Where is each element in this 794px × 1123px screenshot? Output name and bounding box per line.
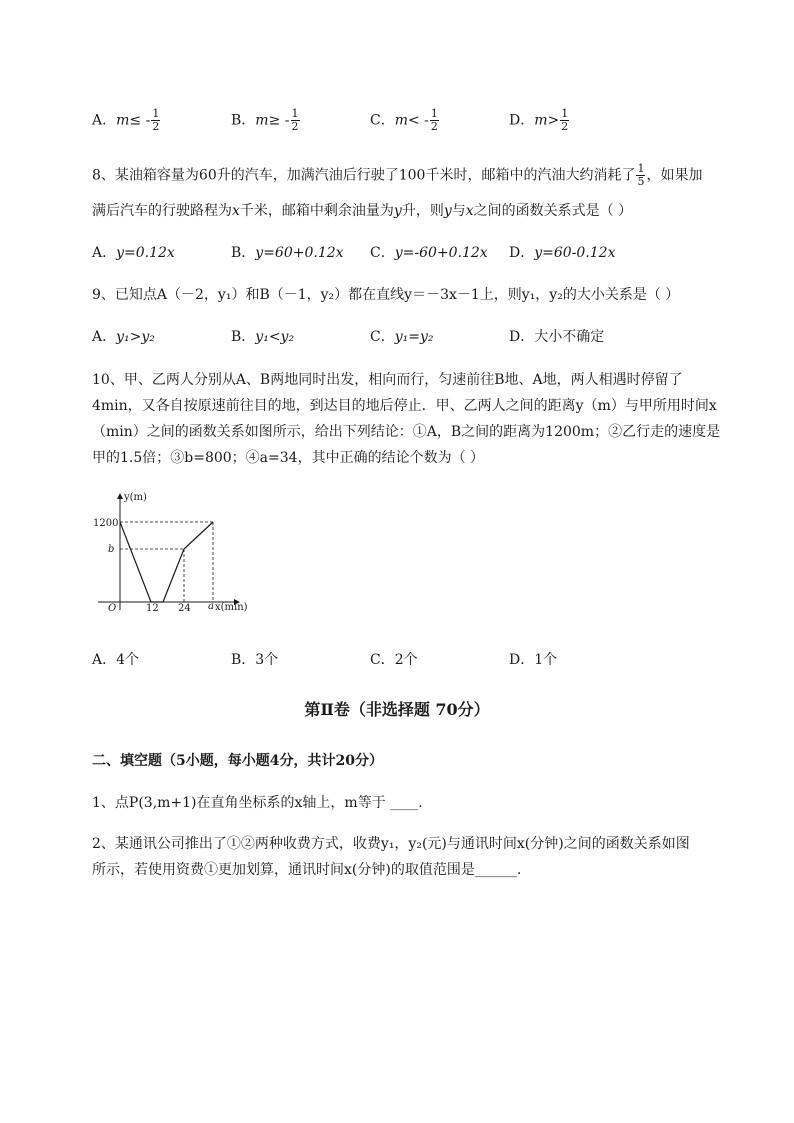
q10-stem-line3: （min）之间的函数关系如图所示，给出下列结论：①A，B之间的距离为1200m；②乙行走的速度是 [92, 424, 721, 440]
q7-option-b: B．m≥ - $\frac{1}{2}$ [231, 107, 299, 133]
q7-option-d: D．m> $\frac{1}{2}$ [509, 107, 569, 133]
fill2-stem-line2: 所示，若使用资费①更加划算，通讯时间x(分钟)的取值范围是______. [92, 862, 522, 878]
y-axis-arrow [117, 493, 123, 499]
x-tick-a: a [208, 601, 214, 612]
distance-curve [120, 522, 213, 602]
section-fill-in-blank-heading: 二、填空题（5小题，每小题4分，共计20分） [92, 753, 383, 769]
y-tick-b: b [108, 544, 115, 555]
q8-option-d: D．y=60-0.12x [509, 245, 616, 261]
q10-stem-line2: 4min，又各自按原速前往目的地，到达目的地后停止．甲、乙两人之间的距离y（m）与甲所用时间x [92, 398, 717, 414]
q10-stem-line4: 甲的1.5倍；③b=800；④a=34，其中正确的结论个数为（ ） [92, 450, 485, 466]
q10-stem-line1: 10、甲、乙两人分别从A、B两地同时出发，相向而行，匀速前往B地、A地，两人相遇时停留了 [92, 372, 683, 388]
q9-stem: 9、已知点A（－2，y₁）和B（－1，y₂）都在直线y＝－3x－1上，则y₁，y₂的大小关系是（ ） [92, 287, 680, 303]
q10-option-b: B．3个 [231, 652, 279, 668]
x-tick-24: 24 [178, 603, 191, 614]
q8-option-a: A．y=0.12x [92, 245, 175, 261]
q10-option-c: C．2个 [370, 652, 418, 668]
x-tick-12: 12 [146, 603, 159, 614]
fill1-stem: 1、点P(3,m+1)在直角坐标系的x轴上，m等于 ____. [92, 795, 423, 811]
x-axis-label: x(min) [215, 602, 248, 613]
q9-option-d: D．大小不确定 [509, 329, 605, 345]
q8-stem-line2: 满后汽车的行驶路程为x千米，邮箱中剩余油量为y升，则y与x之间的函数关系式是（ ） [92, 203, 633, 219]
q9-option-b: B．y₁<y₂ [231, 329, 295, 345]
y-tick-1200: 1200 [93, 518, 119, 529]
origin-label: O [108, 603, 117, 614]
q8-option-c: C．y=-60+0.12x [370, 245, 488, 261]
part2-title: 第Ⅱ卷（非选择题 70分） [304, 700, 490, 719]
q10-option-d: D．1个 [509, 652, 558, 668]
q10-option-a: A．4个 [92, 652, 140, 668]
q8-stem-line1: 8、某油箱容量为60升的汽车，加满汽油后行驶了100千米时，邮箱中的汽油大约消耗了 $\frac{1}{5}$ ，如果加 [92, 162, 703, 188]
q7-option-c: C．m< - $\frac{1}{2}$ [370, 107, 438, 133]
q9-option-c: C．y₁=y₂ [370, 329, 434, 345]
q7-option-a: A．m≤ - $\frac{1}{2}$ [92, 107, 160, 133]
q8-option-b: B．y=60+0.12x [231, 245, 344, 261]
q10-distance-time-graph [88, 488, 258, 614]
q9-option-a: A．y₁>y₂ [92, 329, 155, 345]
y-axis-label: y(m) [124, 492, 147, 503]
fill2-stem-line1: 2、某通讯公司推出了①②两种收费方式，收费y₁，y₂(元)与通讯时间x(分钟)之间的函数关系如图 [92, 836, 690, 852]
